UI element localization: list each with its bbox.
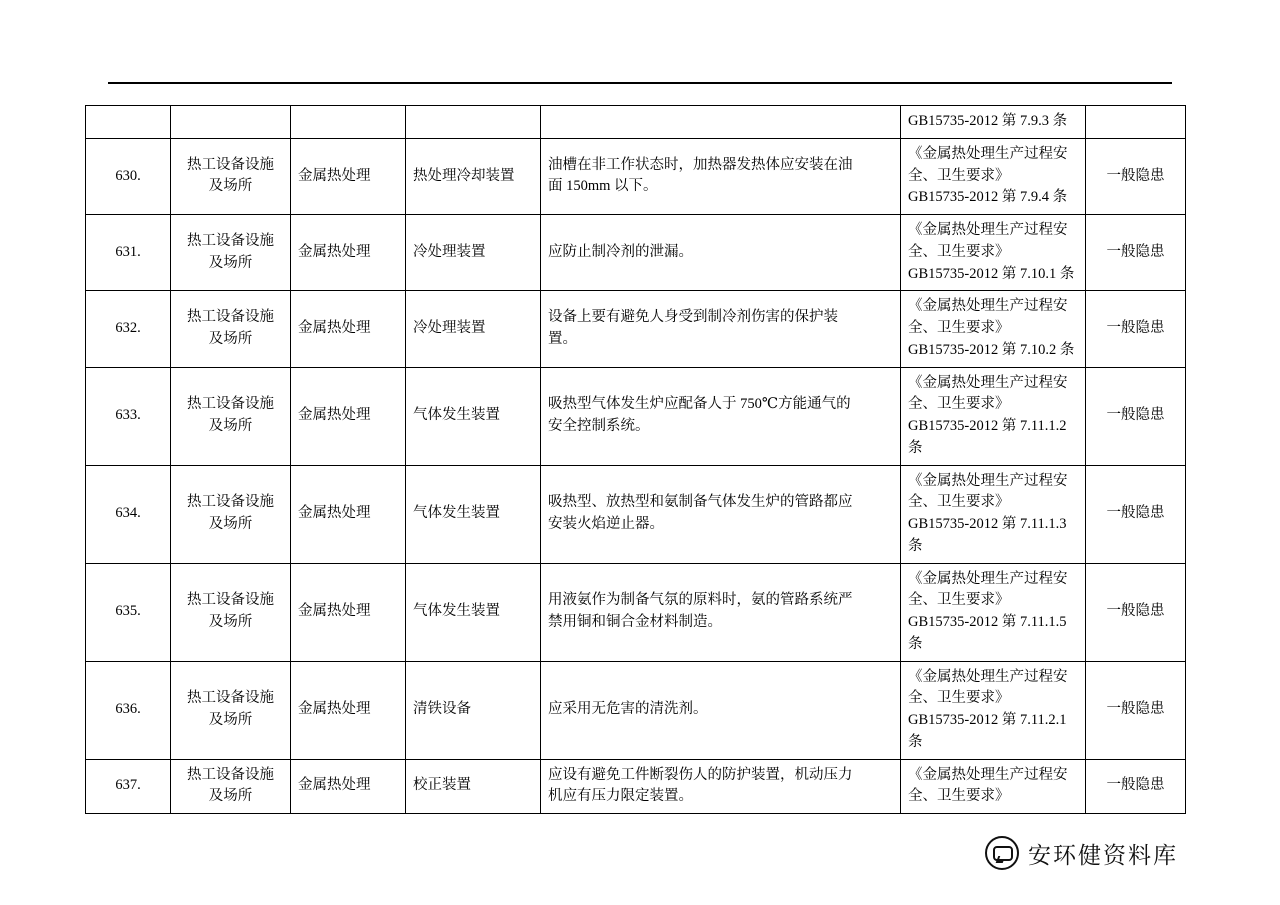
cell-description [541, 106, 901, 139]
cell-device: 校正装置 [406, 759, 541, 814]
cell-basis: 《金属热处理生产过程安 全、卫生要求》 GB15735-2012 第 7.11.2.1 条 [901, 661, 1086, 759]
table-row [86, 661, 1186, 759]
cell-level: 一般隐患 [1086, 563, 1186, 661]
cell-device: 清铁设备 [406, 661, 541, 759]
cell-description: 用液氨作为制备气氛的原料时，氨的管路系统严 禁用铜和铜合金材料制造。 [541, 563, 901, 661]
cell-number: 630. [86, 138, 171, 214]
table-row [86, 138, 1186, 214]
cell-category: 热工设备设施 及场所 [171, 759, 291, 814]
cell-basis: 《金属热处理生产过程安 全、卫生要求》 GB15735-2012 第 7.11.1.3 条 [901, 465, 1086, 563]
cell-level: 一般隐患 [1086, 661, 1186, 759]
cell-description: 应采用无危害的清洗剂。 [541, 661, 901, 759]
cell-level [1086, 106, 1186, 139]
cell-description: 应防止制冷剂的泄漏。 [541, 215, 901, 291]
cell-subcategory [291, 106, 406, 139]
cell-level: 一般隐患 [1086, 465, 1186, 563]
cell-basis: 《金属热处理生产过程安 全、卫生要求》 GB15735-2012 第 7.11.1.5 条 [901, 563, 1086, 661]
hazard-table-body [86, 106, 1186, 814]
cell-device: 气体发生装置 [406, 367, 541, 465]
cell-basis: 《金属热处理生产过程安 全、卫生要求》 GB15735-2012 第 7.11.1.2 条 [901, 367, 1086, 465]
footer-watermark [985, 836, 1178, 870]
cell-description: 油槽在非工作状态时，加热器发热体应安装在油 面 150mm 以下。 [541, 138, 901, 214]
footer-watermark-label: 安环健资料库 [1028, 842, 1178, 868]
cell-basis: 《金属热处理生产过程安 全、卫生要求》 GB15735-2012 第 7.9.4 条 [901, 138, 1086, 214]
cell-subcategory: 金属热处理 [291, 563, 406, 661]
cell-number: 633. [86, 367, 171, 465]
cell-category: 热工设备设施 及场所 [171, 138, 291, 214]
table-row [86, 291, 1186, 367]
cell-description: 吸热型气体发生炉应配备人于 750℃方能通气的 安全控制系统。 [541, 367, 901, 465]
cell-basis: GB15735-2012 第 7.9.3 条 [901, 106, 1086, 139]
cell-description: 应设有避免工件断裂伤人的防护装置，机动压力 机应有压力限定装置。 [541, 759, 901, 814]
cell-number: 636. [86, 661, 171, 759]
table-row [86, 215, 1186, 291]
cell-number: 637. [86, 759, 171, 814]
cell-subcategory: 金属热处理 [291, 661, 406, 759]
table-row [86, 106, 1186, 139]
cell-description: 吸热型、放热型和氨制备气体发生炉的管路都应 安装火焰逆止器。 [541, 465, 901, 563]
cell-level: 一般隐患 [1086, 367, 1186, 465]
table-row [86, 367, 1186, 465]
cell-device [406, 106, 541, 139]
cell-category [171, 106, 291, 139]
cell-subcategory: 金属热处理 [291, 138, 406, 214]
cell-device: 气体发生装置 [406, 563, 541, 661]
cell-device: 冷处理装置 [406, 215, 541, 291]
table-row [86, 759, 1186, 814]
cell-level: 一般隐患 [1086, 759, 1186, 814]
cell-category: 热工设备设施 及场所 [171, 465, 291, 563]
cell-basis: 《金属热处理生产过程安 全、卫生要求》 GB15735-2012 第 7.10.2 条 [901, 291, 1086, 367]
cell-category: 热工设备设施 及场所 [171, 563, 291, 661]
cell-device: 热处理冷却装置 [406, 138, 541, 214]
hazard-table-container [85, 105, 1185, 814]
cell-basis: 《金属热处理生产过程安 全、卫生要求》 [901, 759, 1086, 814]
cell-subcategory: 金属热处理 [291, 291, 406, 367]
cell-device: 气体发生装置 [406, 465, 541, 563]
cell-subcategory: 金属热处理 [291, 759, 406, 814]
cell-subcategory: 金属热处理 [291, 367, 406, 465]
cell-category: 热工设备设施 及场所 [171, 661, 291, 759]
cell-number: 631. [86, 215, 171, 291]
cell-category: 热工设备设施 及场所 [171, 291, 291, 367]
cell-level: 一般隐患 [1086, 215, 1186, 291]
cell-device: 冷处理装置 [406, 291, 541, 367]
header-rule [108, 82, 1172, 84]
table-row [86, 465, 1186, 563]
hazard-table [85, 105, 1186, 814]
cell-number: 634. [86, 465, 171, 563]
cell-description: 设备上要有避免人身受到制冷剂伤害的保护装 置。 [541, 291, 901, 367]
cell-number: 632. [86, 291, 171, 367]
wechat-account-icon [985, 836, 1019, 870]
cell-subcategory: 金属热处理 [291, 215, 406, 291]
cell-level: 一般隐患 [1086, 291, 1186, 367]
cell-basis: 《金属热处理生产过程安 全、卫生要求》 GB15735-2012 第 7.10.1 条 [901, 215, 1086, 291]
cell-category: 热工设备设施 及场所 [171, 367, 291, 465]
cell-subcategory: 金属热处理 [291, 465, 406, 563]
table-row [86, 563, 1186, 661]
cell-number: 635. [86, 563, 171, 661]
cell-number [86, 106, 171, 139]
cell-level: 一般隐患 [1086, 138, 1186, 214]
cell-category: 热工设备设施 及场所 [171, 215, 291, 291]
